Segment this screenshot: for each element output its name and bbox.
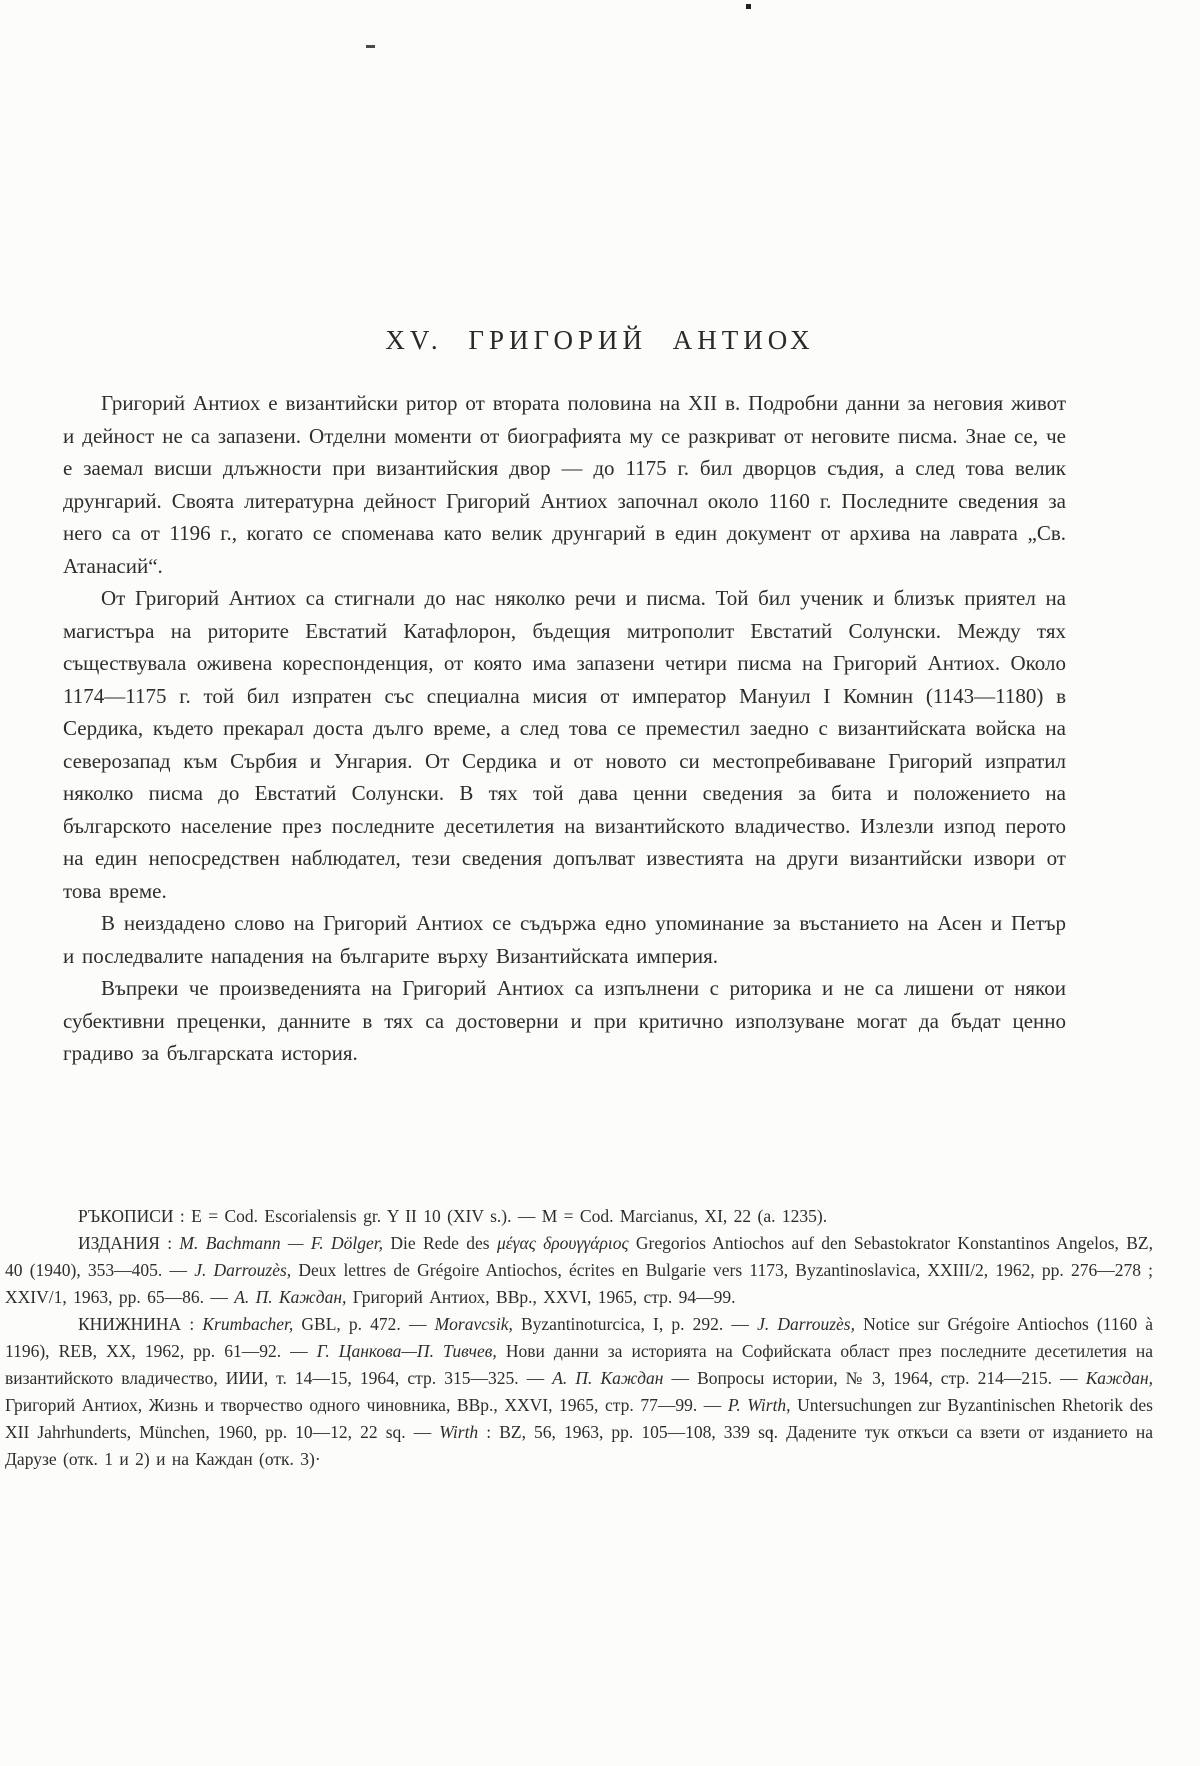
body-paragraph: В неиздадено слово на Григорий Антиох се съдържа едно упоминание за въстанието на Асен и Петър и последвалите нападения на българите върху Византийската империя. (63, 911, 1066, 968)
body-text (63, 387, 1066, 1070)
body-paragraph: Григорий Антиох е византийски ритор от втората половина на XII в. Подробни данни за неговия живот и дейност не са запазени. Отделни моменти от биографията му се разкриват от неговите писма. Знае се, че е заемал висши длъжности при византийския двор — до 1175 г. бил дворцов съдия, а след това велик друнгарий. Своята литературна дейност Григорий Антиох започнал около 1160 г. Последните сведения за него са от 1196 г., когато се споменава като велик друнгарий в един документ от архива на лаврата „Св. Атанасий“. (63, 391, 1066, 578)
bibliography-entry-literature: КНИЖНИНА : Krumbacher, GBL, p. 472. — Moravcsik, Byzantinoturcica, I, p. 292. — J. Darrouzès, Notice sur Grégoire Antiochos (1160 à 1196), REB, XX, 1962, pp. 61—92. — Г. Цанкова—П. Тивчев, Нови данни за историята на Софийската област през последните десетилетия на византийското владичество, ИИИ, т. 14—15, 1964, стр. 315—325. — А. П. Каждан — Вопросы истории, № 3, 1964, стр. 214—215. — Каждан, Григорий Антиох, Жизнь и творчество одного чиновника, ВВр., XXVI, 1965, стр. 77—99. — P. Wirth, Untersuchungen zur Byzantinischen Rhetorik des XII Jahrhunderts, München, 1960, pp. 10—12, 22 sq. — Wirth : BZ, 56, 1963, pp. 105—108, 339 sq. Дадените тук откъси са взети от изданието на Дарузе (отк. 1 и 2) и на Каждан (отк. 3)· (5, 1314, 1154, 1469)
bibliography-entry-manuscripts: РЪКОПИСИ : Е = Cod. Escorialensis gr. Y II 10 (XIV s.). — М = Cod. Marcianus, XI, 22 (a. 1235). (78, 1206, 828, 1226)
scan-speck (746, 4, 751, 9)
page-title: XV. ГРИГОРИЙ АНТИОХ (385, 325, 815, 355)
bibliography (5, 1203, 1153, 1473)
body-paragraph: От Григорий Антиох са стигнали до нас няколко речи и писма. Той бил ученик и близък приятел на магистъра на риторите Евстатий Катафлорон, бъдещия митрополит Евстатий Солунски. Между тях съществувала оживена кореспонденция, от която има запазени четири писма на Григорий Антиох. Около 1174—1175 г. той бил изпратен със специална мисия от император Мануил I Комнин (1143—1180) в Сердика, където прекарал доста дълго време, а след това се преместил заедно с византийската войска на северозапад към Сърбия и Унгария. От Сердика и от новото си местопребиваване Григорий изпратил няколко писма до Евстатий Солунски. В тях той дава ценни сведения за бита и положението на българското население през последните десетилетия на византийското владичество. Излезли изпод перото на един непосредствен наблюдател, тези сведения допълват известията на други византийски извори от това време. (63, 586, 1066, 903)
scan-speck (366, 45, 375, 48)
body-paragraph: Въпреки че произведенията на Григорий Антиох са изпълнени с риторика и не са лишени от някои субективни преценки, данните в тях са достоверни и при критично използуване могат да бъдат ценно градиво за българската история. (63, 976, 1066, 1065)
bibliography-entry-editions: ИЗДАНИЯ : М. Bachmann — F. Dölger, Die Rede des μέγας δρουγγάριος Gregorios Antiochos auf den Sebastokrator Konstantinos Angelos, BZ, 40 (1940), 353—405. — J. Darrouzès, Deux lettres de Grégoire Antiochos, écrites en Bulgarie vers 1173, Byzantinoslavica, XXIII/2, 1962, pp. 276—278 ; XXIV/1, 1963, pp. 65—86. — А. П. Каждан, Григорий Антиох, ВВр., XXVI, 1965, стр. 94—99. (5, 1233, 1154, 1307)
